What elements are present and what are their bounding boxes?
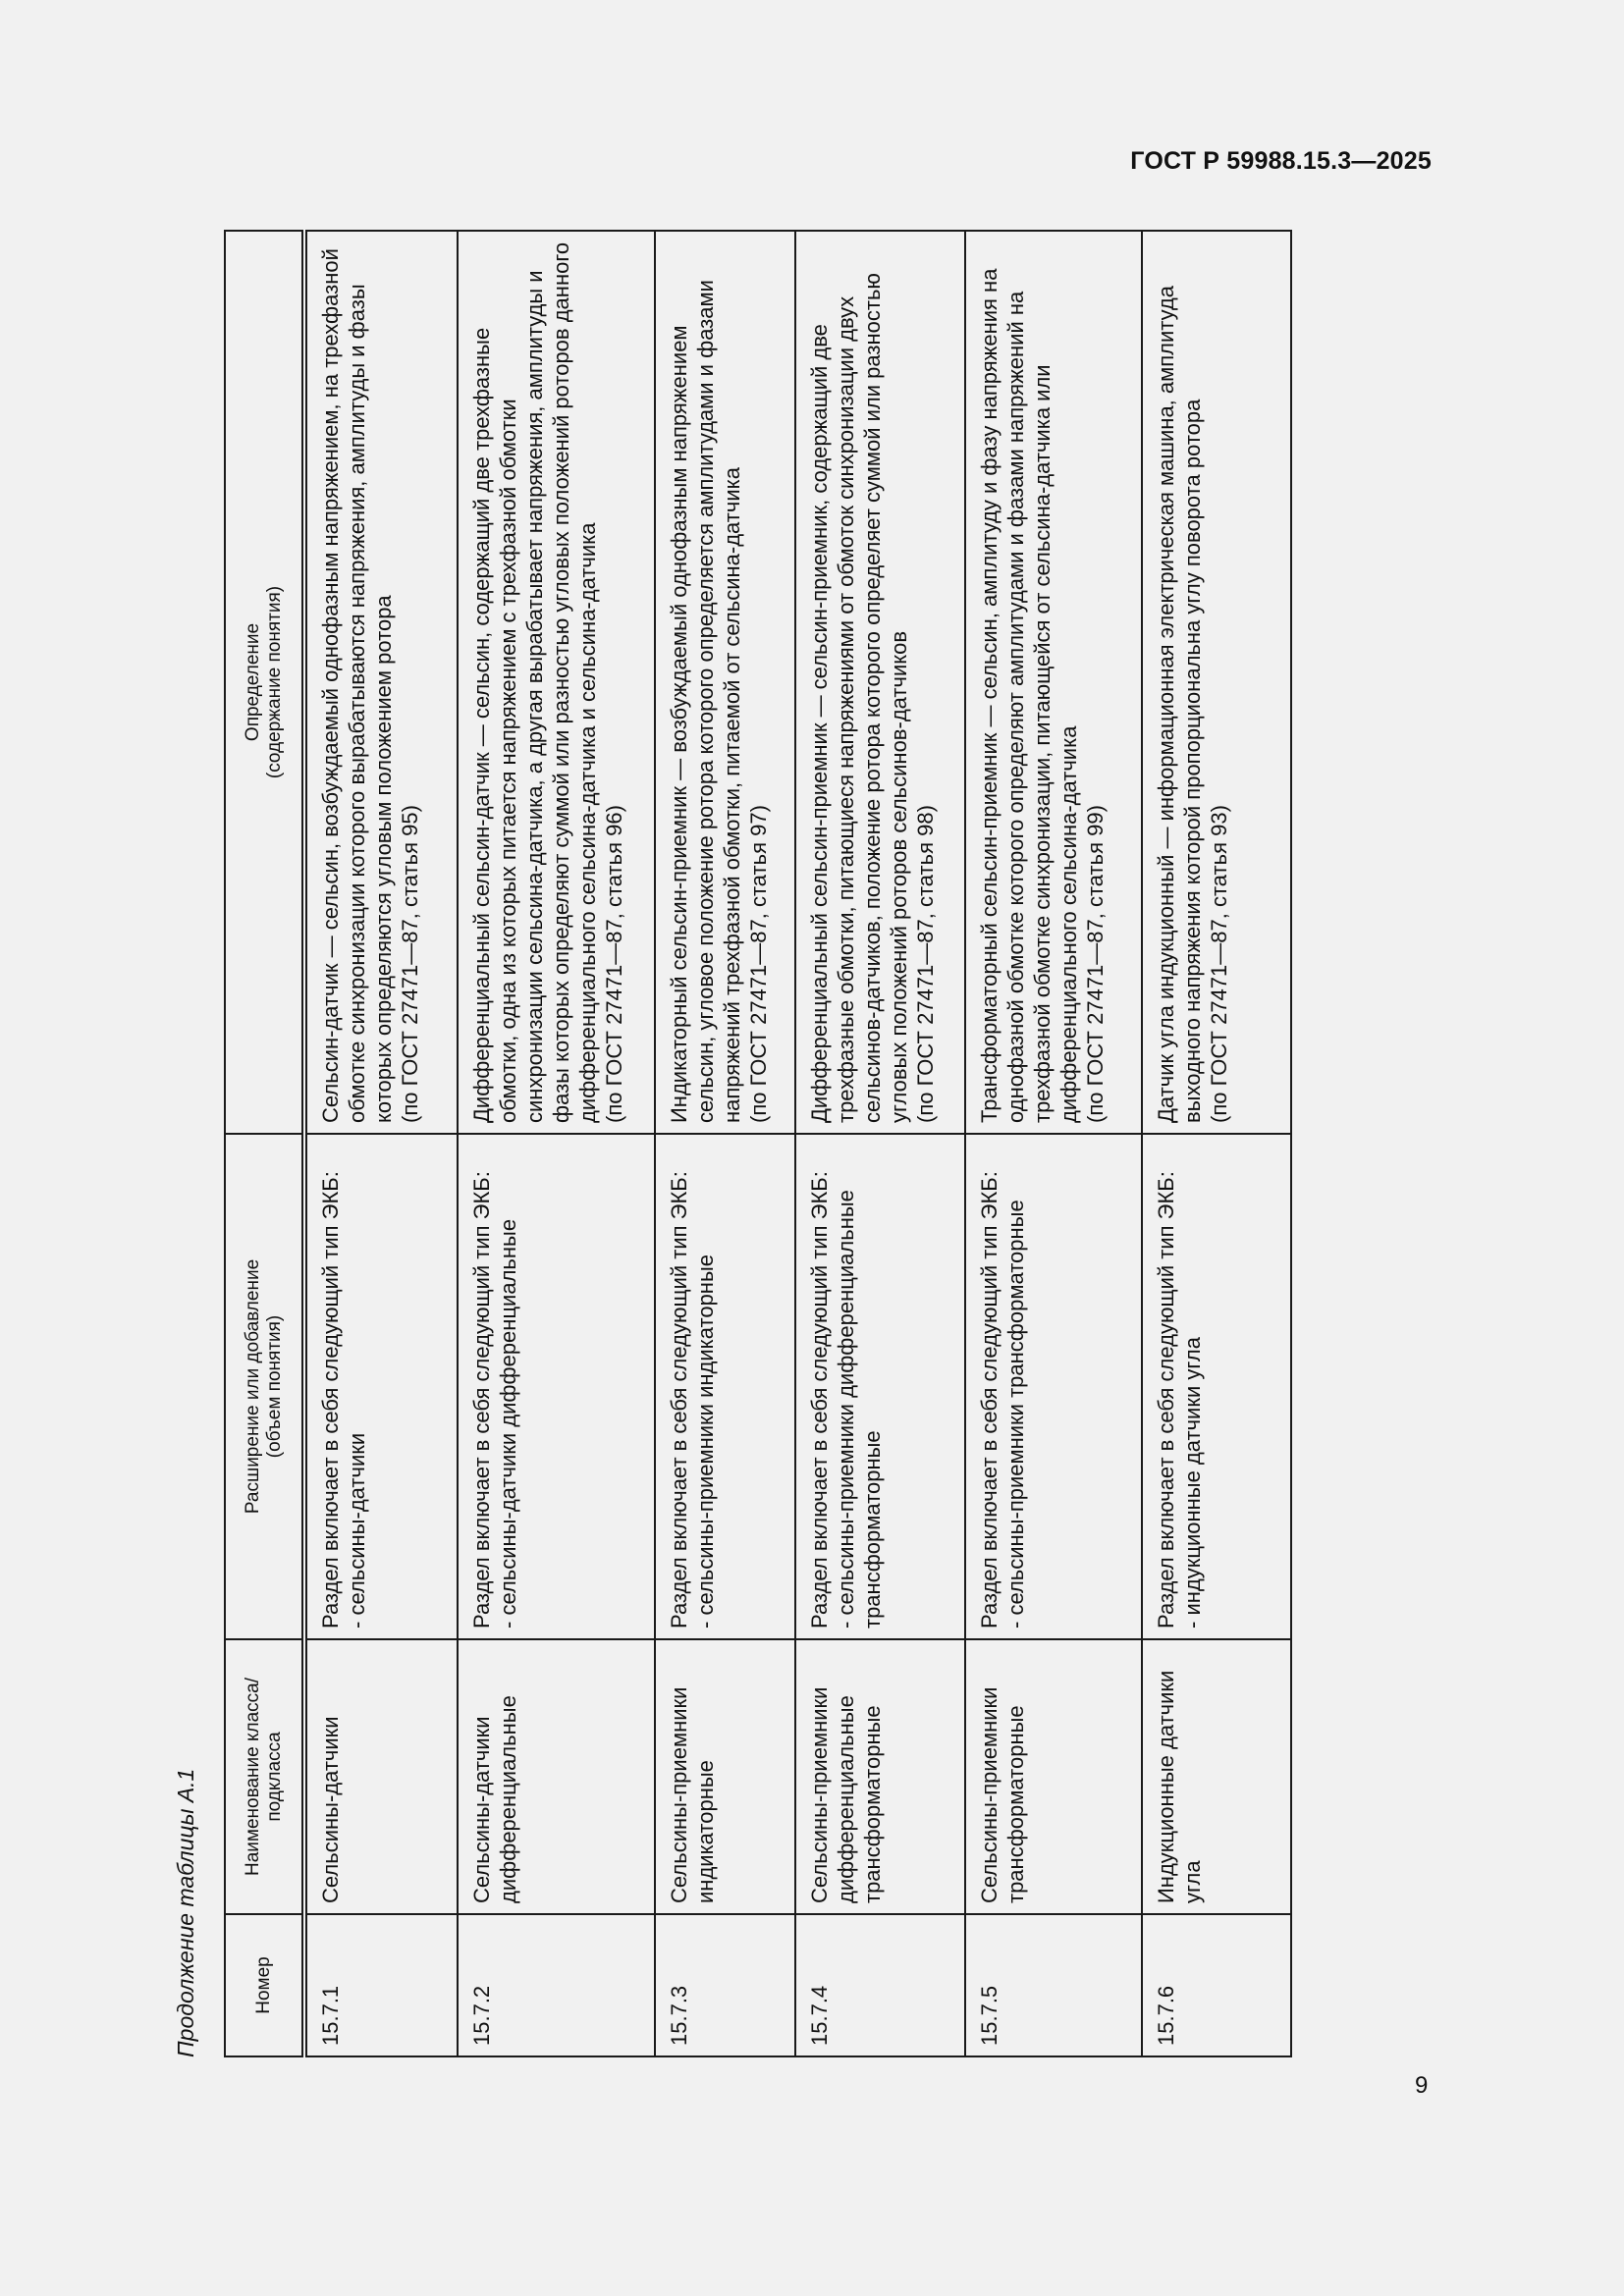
row-class-name: Индукционные датчики угла <box>1142 1639 1291 1914</box>
column-header-number: Номер <box>225 1914 304 2056</box>
row-definition: Сельсин-датчик — сельсин, возбуждаемый однофазным напряжением, на трехфазной обмотке синхронизации которого вырабатываются напряжения, амплитуды и фазы которых определяются угловым положением ротора (по ГОСТ 27471—87, статья 95) <box>304 231 458 1134</box>
row-class-name: Сельсины-приемники трансформаторные <box>965 1639 1142 1914</box>
row-definition: Дифференциальный сельсин-датчик — сельсин, содержащий две трехфазные обмотки, одна из которых питается напряжением с трехфазной обмотки синхронизации сельсина-датчика, а другая вырабатывает напряжения, амплитуды и фазы которых определяют суммой или разностью угловых положений роторов данного дифференциального сельсина-датчика и сельсина-датчика (по ГОСТ 27471—87, статья 96) <box>458 231 656 1134</box>
table-row <box>304 231 458 2056</box>
row-number: 15.7.3 <box>655 1914 794 2056</box>
definitions-table <box>224 230 1292 2057</box>
row-extension: Раздел включает в себя следующий тип ЭКБ: - сельсины-приемники индикаторные <box>655 1134 794 1639</box>
table-row <box>655 231 794 2056</box>
row-number: 15.7.2 <box>458 1914 656 2056</box>
table-header-row <box>225 231 304 2056</box>
row-number: 15.7.5 <box>965 1914 1142 2056</box>
row-number: 15.7.4 <box>795 1914 965 2056</box>
row-class-name: Сельсины-приемники индикаторные <box>655 1639 794 1914</box>
row-class-name: Сельсины-датчики дифференциальные <box>458 1639 656 1914</box>
table-row <box>965 231 1142 2056</box>
row-extension: Раздел включает в себя следующий тип ЭКБ: - сельсины-датчики <box>304 1134 458 1639</box>
row-extension: Раздел включает в себя следующий тип ЭКБ: - сельсины-приемники дифференциальные трансформаторные <box>795 1134 965 1639</box>
row-definition: Трансформаторный сельсин-приемник — сельсин, амплитуду и фазу напряжения на однофазной обмотке которого определяют амплитудами и фазами напряжений на трехфазной обмотке синхронизации, питающейся от сельсина-датчика или дифференциального сельсина-датчика (по ГОСТ 27471—87, статья 99) <box>965 231 1142 1134</box>
row-extension: Раздел включает в себя следующий тип ЭКБ: - сельсины-датчики дифференциальные <box>458 1134 656 1639</box>
row-extension: Раздел включает в себя следующий тип ЭКБ: - сельсины-приемники трансформаторные <box>965 1134 1142 1639</box>
row-extension: Раздел включает в себя следующий тип ЭКБ: - индукционные датчики угла <box>1142 1134 1291 1639</box>
column-header-name: Наименование класса/ подкласса <box>225 1639 304 1914</box>
column-header-definition: Определение (содержание понятия) <box>225 231 304 1134</box>
table-caption: Продолжение таблицы А.1 <box>173 1768 198 2057</box>
row-definition: Датчик угла индукционный — информационная электрическая машина, амплитуда выходного напряжения которой пропорциональна углу поворота ротора (по ГОСТ 27471—87, статья 93) <box>1142 231 1291 1134</box>
table-row <box>795 231 965 2056</box>
rotated-table-panel <box>171 232 1241 2057</box>
table-row <box>458 231 656 2056</box>
row-class-name: Сельсины-датчики <box>304 1639 458 1914</box>
page-number: 9 <box>1415 2072 1429 2099</box>
document-code: ГОСТ Р 59988.15.3—2025 <box>1130 147 1432 175</box>
table-row <box>1142 231 1291 2056</box>
row-definition: Индикаторный сельсин-приемник — возбуждаемый однофазным напряжением сельсин, угловое положение ротора которого определяется амплитудами и фазами напряжений трехфазной обмотки, питаемой от сельсина-датчика (по ГОСТ 27471—87, статья 97) <box>655 231 794 1134</box>
row-number: 15.7.1 <box>304 1914 458 2056</box>
row-class-name: Сельсины-приемники дифференциальные трансформаторные <box>795 1639 965 1914</box>
row-number: 15.7.6 <box>1142 1914 1291 2056</box>
column-header-extension: Расширение или добавление (объем понятия) <box>225 1134 304 1639</box>
row-definition: Дифференциальный сельсин-приемник — сельсин-приемник, содержащий две трехфазные обмотки, питающиеся напряжениями от обмоток синхронизации двух сельсинов-датчиков, положение ротора которого определяет суммой или разностью угловых положений роторов сельсинов-датчиков (по ГОСТ 27471—87, статья 98) <box>795 231 965 1134</box>
